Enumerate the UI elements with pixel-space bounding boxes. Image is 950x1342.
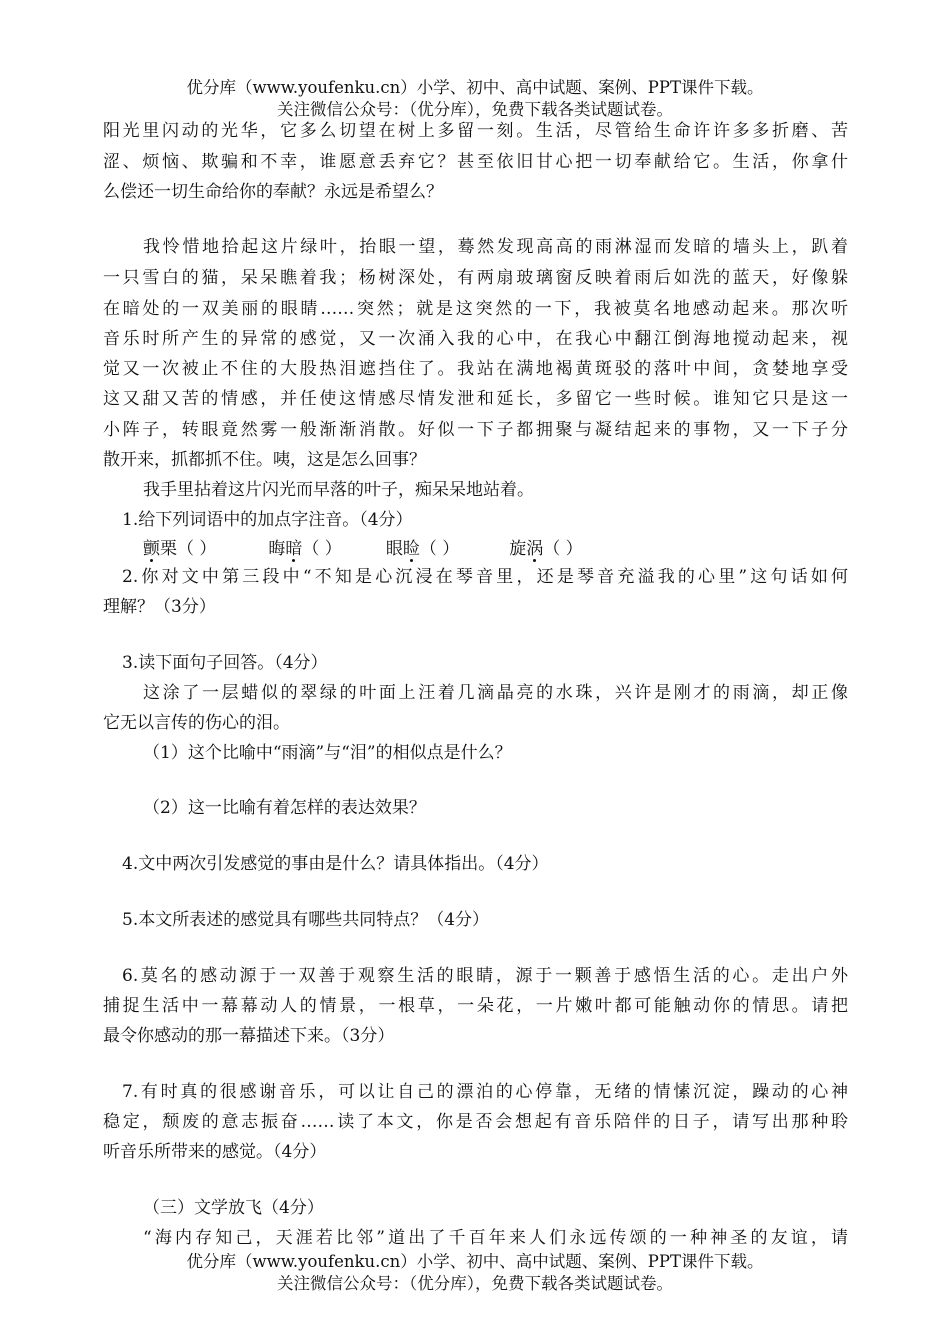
dotted-char: 睑 — [402, 539, 420, 559]
question-3-quote-line: 它无以言传的伤心的泪。 — [103, 713, 290, 733]
footer-line-1: 优分库（www.youfenku.cn）小学、初中、高中试题、案例、PPT课件下载。 — [186, 1252, 764, 1271]
passage-p2-line: 这又甜又苦的情感，并任使这情感尽情发泄和延长，多留它一些时候。谁知它只是这一 — [103, 389, 848, 409]
question-2-line: 2.你对文中第三段中“不知是心沉浸在琴音里，还是琴音充溢我的心里”这句话如何 — [122, 567, 848, 587]
question-7-line: 听音乐所带来的感觉。（4分） — [103, 1142, 327, 1162]
passage-p2-line: 在暗处的一双美丽的眼睛……突然；就是这突然的一下，我被莫名地感动起来。那次听 — [103, 299, 848, 319]
question-3-sub-1: （1）这个比喻中“雨滴”与“泪”的相似点是什么？ — [143, 743, 512, 763]
word-item: 颤栗（ ） — [143, 539, 217, 559]
question-3-title: 3.读下面句子回答。（4分） — [122, 653, 328, 673]
dotted-char: 涡 — [526, 539, 544, 559]
section-3-title: （三）文学放飞（4分） — [143, 1198, 324, 1218]
question-3-quote-line: 这涂了一层蜡似的翠绿的叶面上汪着几滴晶亮的水珠，兴许是刚才的雨滴，却正像 — [143, 683, 848, 703]
word-item: 旋涡（ ） — [509, 539, 583, 559]
passage-p3-line: 我手里拈着这片闪光而早落的叶子，痴呆呆地站着。 — [143, 480, 534, 500]
question-1-words — [143, 535, 888, 563]
footer-line-2: 关注微信公众号：（优分库），免费下载各类试题试卷。 — [277, 1274, 673, 1293]
passage-p2-line: 小阵子，转眼竟然雾一般渐渐消散。好似一下子都拥聚与凝结起来的事物，又一下子分 — [103, 420, 848, 440]
passage-p1-line: 涩、烦恼、欺骗和不幸，谁愿意丢弃它？甚至依旧甘心把一切奉献给它。生活，你拿什 — [103, 152, 848, 172]
dotted-char: 颤 — [143, 539, 160, 559]
passage-p1-line: 阳光里闪动的光华，它多么切望在树上多留一刻。生活，尽管给生命许许多多折磨、苦 — [103, 121, 848, 141]
header-line-1: 优分库（www.youfenku.cn）小学、初中、高中试题、案例、PPT课件下载。 — [186, 78, 764, 97]
word-item: 眼睑（ ） — [385, 539, 460, 559]
question-7-line: 7.有时真的很感谢音乐，可以让自己的漂泊的心停靠，无绪的情愫沉淀，躁动的心神 — [122, 1082, 848, 1102]
question-4: 4.文中两次引发感觉的事由是什么？请具体指出。（4分） — [122, 854, 549, 874]
question-6-line: 6.莫名的感动源于一双善于观察生活的眼睛，源于一颗善于感悟生活的心。走出户外 — [122, 966, 848, 986]
question-6-line: 捕捉生活中一幕幕动人的情景，一根草，一朵花，一片嫩叶都可能触动你的情思。请把 — [103, 996, 848, 1016]
passage-p2-line: 一只雪白的猫，呆呆瞧着我；杨树深处，有两扇玻璃窗反映着雨后如洗的蓝天，好像躲 — [103, 268, 848, 288]
word-item: 晦暗（ ） — [268, 539, 342, 559]
question-3-sub-2: （2）这一比喻有着怎样的表达效果？ — [143, 798, 426, 818]
passage-p2-line: 觉又一次被止不住的大股热泪遮挡住了。我站在满地褐黄斑驳的落叶中间，贪婪地享受 — [103, 359, 848, 379]
question-1-title: 1.给下列词语中的加点字注音。（4分） — [122, 510, 413, 530]
question-5: 5.本文所表述的感觉具有哪些共同特点？（4分） — [122, 910, 490, 930]
question-2-line: 理解？（3分） — [103, 597, 216, 617]
passage-p2-line: 散开来，抓都抓不住。咦，这是怎么回事？ — [103, 450, 426, 470]
question-7-line: 稳定，颓废的意志振奋……读了本文，你是否会想起有音乐陪伴的日子，请写出那种聆 — [103, 1112, 848, 1132]
passage-p2-line: 我怜惜地拾起这片绿叶，抬眼一望，蓦然发现高高的雨淋湿而发暗的墙头上，趴着 — [143, 237, 848, 257]
passage-p1-line: 么偿还一切生命给你的奉献？永远是希望么？ — [103, 182, 443, 202]
header-line-2: 关注微信公众号：（优分库），免费下载各类试题试卷。 — [277, 100, 673, 119]
dotted-char: 暗 — [285, 539, 303, 559]
passage-p2-line: 音乐时所产生的异常的感觉，又一次涌入我的心中，在我心中翻江倒海地搅动起来，视 — [103, 329, 848, 349]
question-6-line: 最令你感动的那一幕描述下来。（3分） — [103, 1026, 395, 1046]
section-3-line: “海内存知己，天涯若比邻”道出了千百年来人们永远传颂的一种神圣的友谊，请 — [143, 1228, 848, 1248]
